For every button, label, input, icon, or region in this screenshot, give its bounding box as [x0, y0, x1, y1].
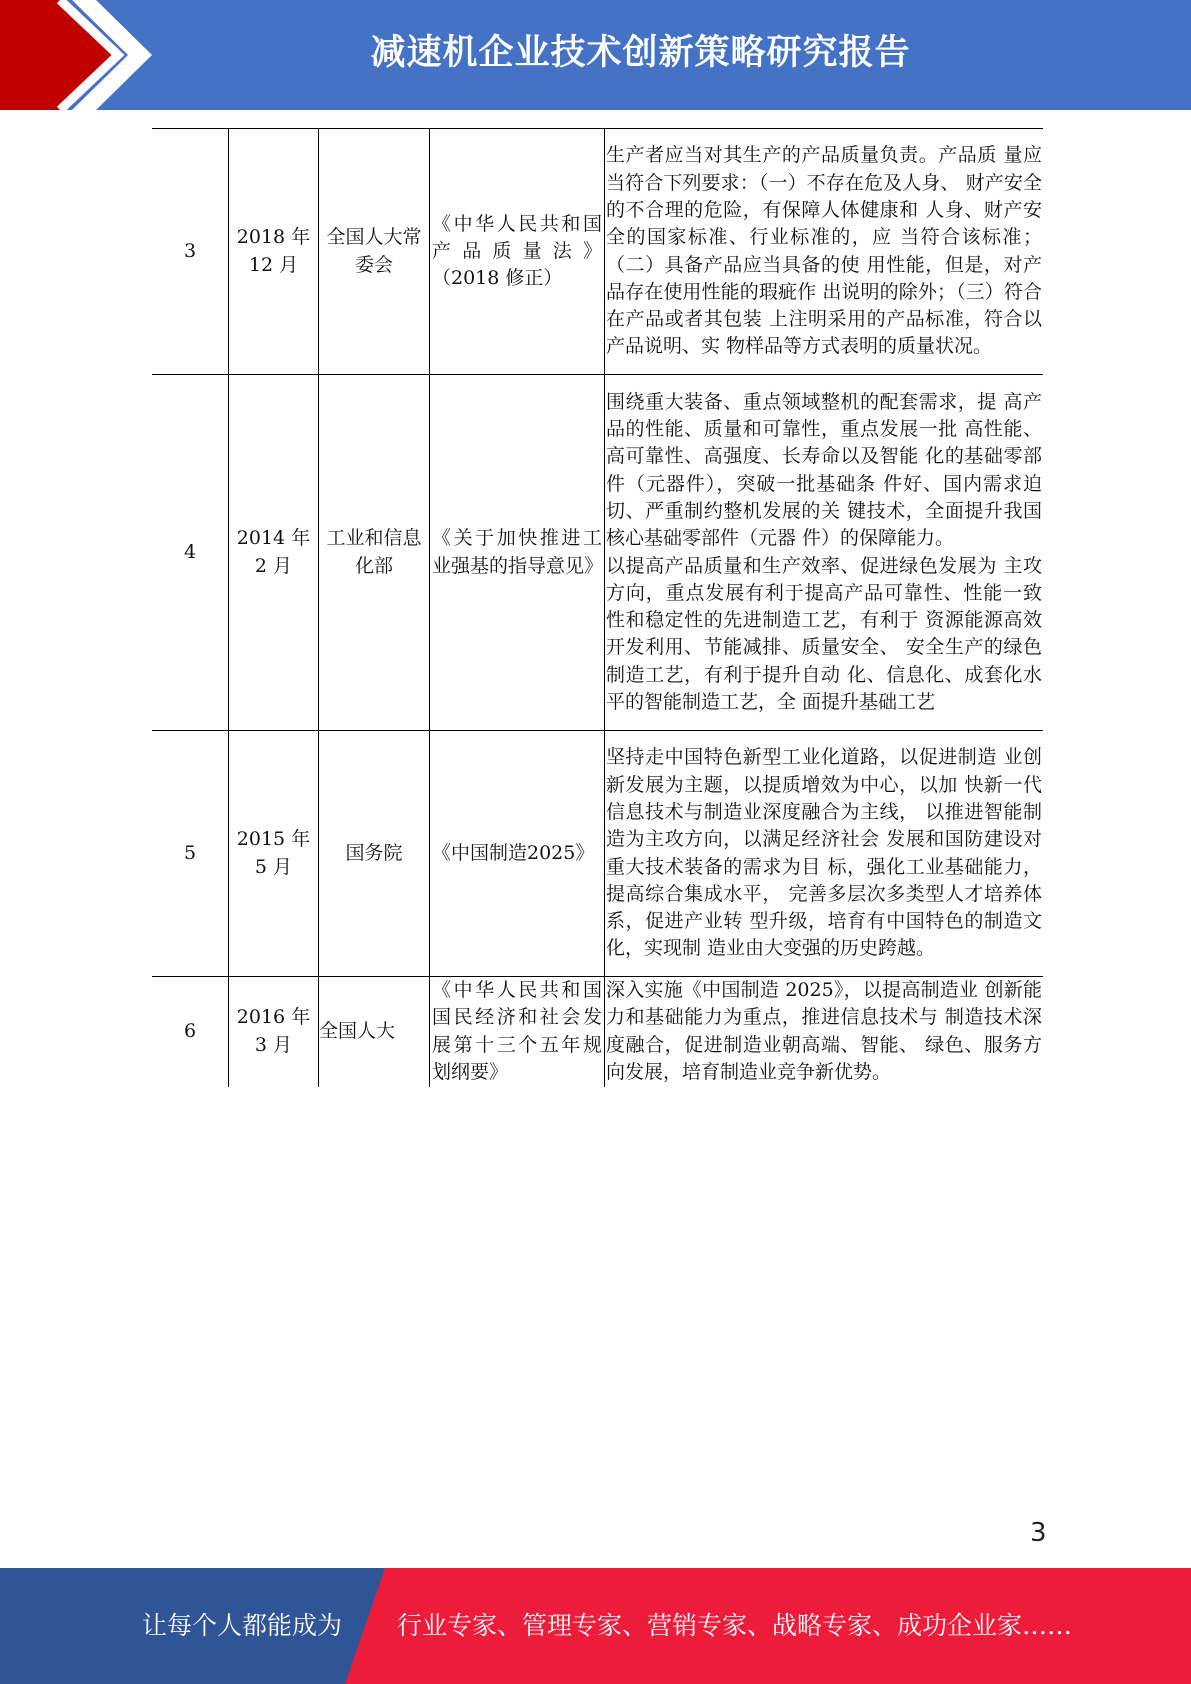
policy-table — [152, 128, 1043, 1087]
row-content: 深入实施《中国制造 2025》，以提高制造业 创新能力和基础能力为重点，推进信息技术与 制造技术深度融合，促进制造业朝高端、智能、 绿色、服务方向发展，培育制造业竞争新优势。 — [605, 977, 1044, 1087]
row-issuer: 国务院 — [319, 731, 430, 977]
row-issuer: 全国人大常委会 — [319, 129, 430, 375]
row-policy-name: 《中华人民共和国国民经济和社会发展第十三个五年规划纲要》 — [430, 977, 605, 1087]
report-title: 减速机企业技术创新策略研究报告 — [370, 33, 911, 73]
date-month: 5 月 — [254, 855, 293, 878]
date-year: 2015 年 — [236, 828, 311, 851]
row-number: 6 — [152, 977, 229, 1087]
row-number: 5 — [152, 731, 229, 977]
date-month: 2 月 — [254, 554, 293, 577]
date-year: 2018 年 — [236, 226, 311, 249]
table-row — [152, 375, 1043, 731]
footer-banner — [0, 1568, 1191, 1684]
header-banner — [0, 0, 1191, 110]
row-policy-name: 《关于加快推进工业强基的指导意见》 — [430, 375, 605, 731]
footer-slogan-right: 行业专家、管理专家、营销专家、战略专家、成功企业家…… — [397, 1611, 1073, 1640]
row-content — [605, 375, 1044, 731]
row-date — [229, 731, 319, 977]
content-paragraph: 以提高产品质量和生产效率、促进绿色发展为 主攻方向，重点发展有利于提高产品可靠性、性能一致性和稳定性的先进制造工艺，有利于 资源能源高效开发利用、节能减排、质量安全、 安全生产的绿色制造工艺，有利于提升自动 化、信息化、成套化水平的智能制造工艺，全 面提升基础工艺 — [606, 554, 1042, 713]
table-row — [152, 731, 1043, 977]
content-paragraph: 围绕重大装备、重点领域整机的配套需求，提 高产品的性能、质量和可靠性，重点发展一批 高性能、高可靠性、高强度、长寿命以及智能 化的基础零部件（元器件），突破一批基础条 件好、国内需求迫切、严重制约整机发展的关 键技术，全面提升我国核心基础零部件（元器 件）的保障能力。 — [606, 390, 1042, 550]
row-date — [229, 129, 319, 375]
date-year: 2016 年 — [236, 1006, 311, 1029]
date-month: 3 月 — [254, 1033, 293, 1056]
row-issuer: 工业和信息化部 — [319, 375, 430, 731]
row-policy-name: 《中国制造2025》 — [430, 731, 605, 977]
chevron-arrow-icon — [0, 0, 160, 110]
row-issuer: 全国人大 — [319, 977, 430, 1087]
row-number: 3 — [152, 129, 229, 375]
date-year: 2014 年 — [236, 527, 311, 550]
row-date — [229, 977, 319, 1087]
page-number: 3 — [1030, 1518, 1047, 1548]
date-month: 12 月 — [248, 253, 299, 276]
footer-slogan-left: 让每个人都能成为 — [142, 1611, 343, 1640]
row-date — [229, 375, 319, 731]
row-content: 坚持走中国特色新型工业化道路，以促进制造 业创新发展为主题，以提质增效为中心，以加 快新一代信息技术与制造业深度融合为主线， 以推进智能制造为主攻方向，以满足经济社会 发展和国防建设对重大技术装备的需求为目 标，强化工业基础能力，提高综合集成水平， 完善多层次多类型人才培养体系，促进产业转 型升级，培育有中国特色的制造文化，实现制 造业由大变强的历史跨越。 — [605, 731, 1044, 977]
row-number: 4 — [152, 375, 229, 731]
row-policy-name: 《中华人民共和国产品质量法》（2018 修正） — [430, 129, 605, 375]
table-row — [152, 977, 1043, 1087]
row-content: 生产者应当对其生产的产品质量负责。产品质 量应当符合下列要求：（一）不存在危及人身、 财产安全的不合理的危险，有保障人体健康和 人身、财产安全的国家标准、行业标准的，应 当符合该标准；（二）具备产品应当具备的使 用性能，但是，对产品存在使用性能的瑕疵作 出说明的除外；（三）符合在产品或者其包装 上注明采用的产品标准，符合以产品说明、实 物样品等方式表明的质量状况。 — [605, 129, 1044, 375]
table-row — [152, 129, 1043, 375]
